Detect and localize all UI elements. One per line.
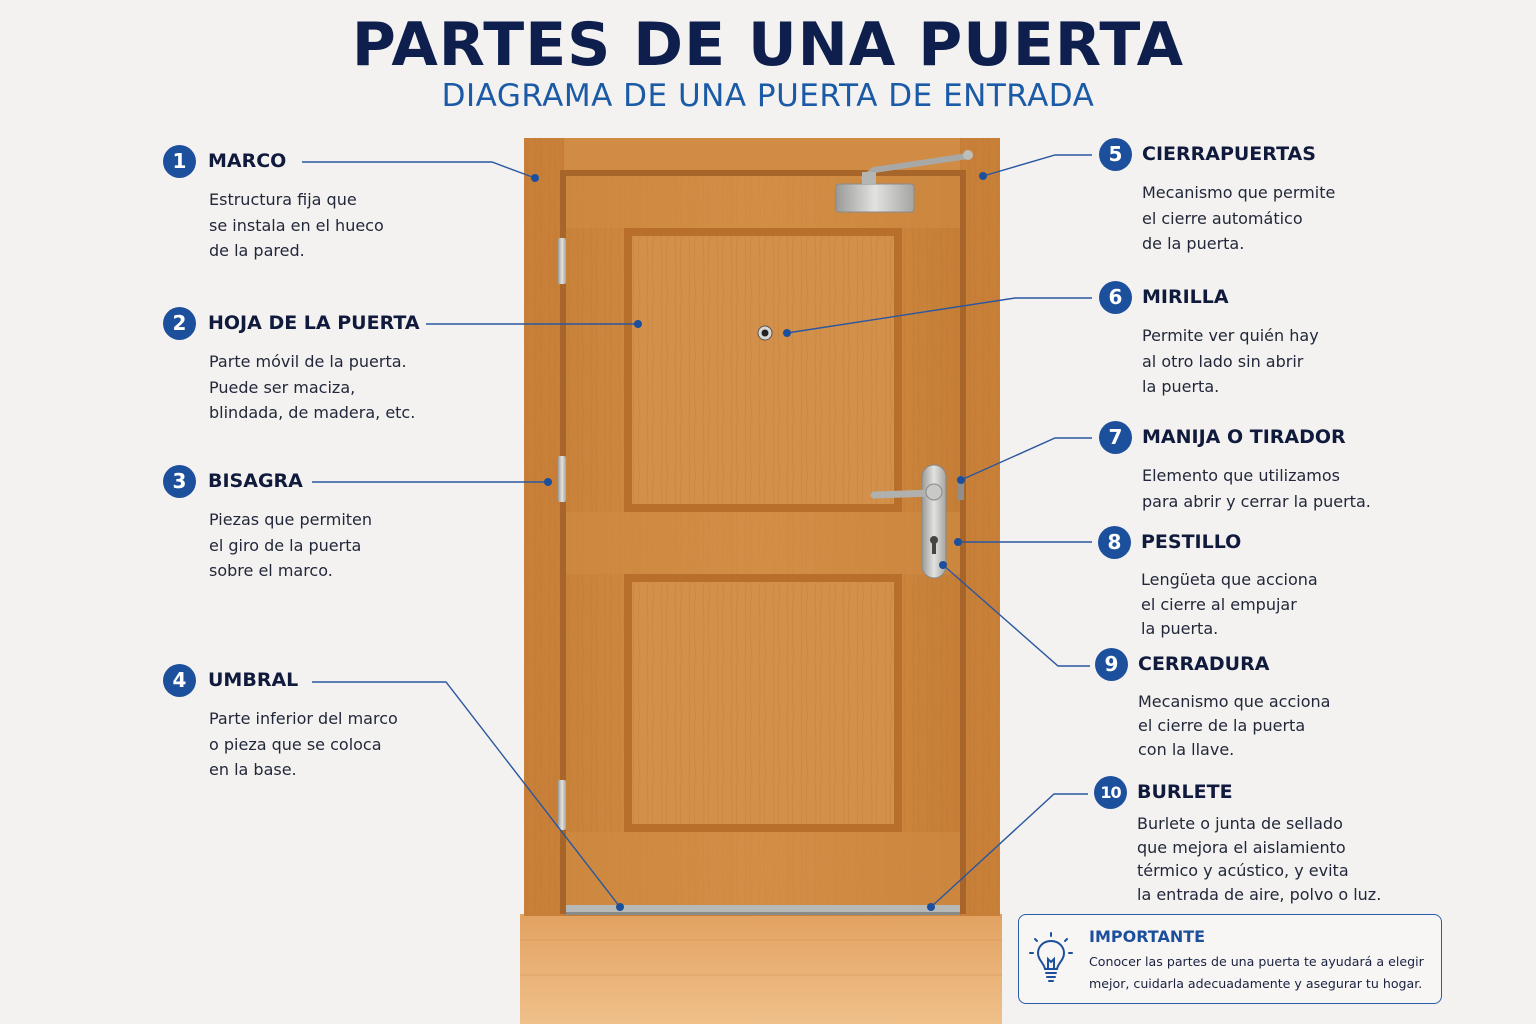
part-description: Burlete o junta de sellado que mejora el aislamiento térmico y acústico, y evita la entrada de aire, polvo o luz. [1137, 814, 1382, 904]
part-description: Piezas que permiten el giro de la puerta sobre el marco. [209, 510, 373, 580]
part-burlete [1094, 774, 1434, 906]
number-badge: 3 [163, 465, 196, 498]
number-badge: 4 [163, 664, 196, 697]
part-name: MANIJA O TIRADOR [1142, 426, 1346, 448]
peephole [758, 326, 772, 340]
part-description: Estructura fija que se instala en el hueco de la pared. [209, 190, 384, 260]
part-umbral [163, 662, 503, 783]
part-marco [163, 143, 503, 264]
number-badge: 6 [1099, 281, 1132, 314]
part-name: MIRILLA [1142, 286, 1229, 308]
part-pestillo [1098, 524, 1438, 642]
part-name: HOJA DE LA PUERTA [208, 312, 420, 334]
page-subtitle: DIAGRAMA DE UNA PUERTA DE ENTRADA [441, 78, 1095, 114]
floor [520, 914, 1002, 1024]
weatherstrip [566, 905, 960, 912]
part-name: BURLETE [1137, 781, 1233, 803]
part-description: Parte móvil de la puerta. Puede ser maciza, blindada, de madera, etc. [209, 352, 416, 422]
number-badge: 9 [1095, 648, 1128, 681]
part-description: Elemento que utilizamos para abrir y cerrar la puerta. [1142, 466, 1371, 511]
part-description: Lengüeta que acciona el cierre al empujar la puerta. [1141, 570, 1318, 638]
page-title: PARTES DE UNA PUERTA [351, 10, 1185, 80]
important-note [1018, 914, 1442, 1004]
part-description: Parte inferior del marco o pieza que se coloca en la base. [209, 709, 398, 779]
number-badge: 10 [1094, 776, 1127, 809]
part-name: MARCO [208, 150, 287, 172]
part-hoja [163, 305, 503, 426]
number-badge: 1 [163, 145, 196, 178]
door-leaf [566, 176, 960, 910]
note-text: Conocer las partes de una puerta te ayudará a elegir mejor, cuidarla adecuadamente y asegurar tu hogar. [1089, 954, 1424, 991]
part-description: Mecanismo que permite el cierre automático de la puerta. [1142, 183, 1336, 253]
note-title: IMPORTANTE [1089, 927, 1206, 946]
part-description: Mecanismo que acciona el cierre de la puerta con la llave. [1138, 692, 1331, 759]
number-badge: 5 [1099, 138, 1132, 171]
number-badge: 8 [1098, 526, 1131, 559]
part-bisagra [163, 463, 503, 584]
part-name: CERRADURA [1138, 653, 1270, 675]
lightbulb-icon [1029, 931, 1073, 987]
part-description: Permite ver quién hay al otro lado sin abrir la puerta. [1142, 326, 1319, 396]
part-mirilla [1099, 279, 1439, 400]
number-badge: 7 [1099, 421, 1132, 454]
part-cerradura [1095, 646, 1435, 762]
number-badge: 2 [163, 307, 196, 340]
part-cierrapuertas [1099, 136, 1439, 257]
part-name: BISAGRA [208, 470, 303, 492]
part-manija [1099, 419, 1439, 514]
part-name: PESTILLO [1141, 531, 1242, 553]
part-name: CIERRAPUERTAS [1142, 143, 1316, 165]
part-name: UMBRAL [208, 669, 299, 691]
